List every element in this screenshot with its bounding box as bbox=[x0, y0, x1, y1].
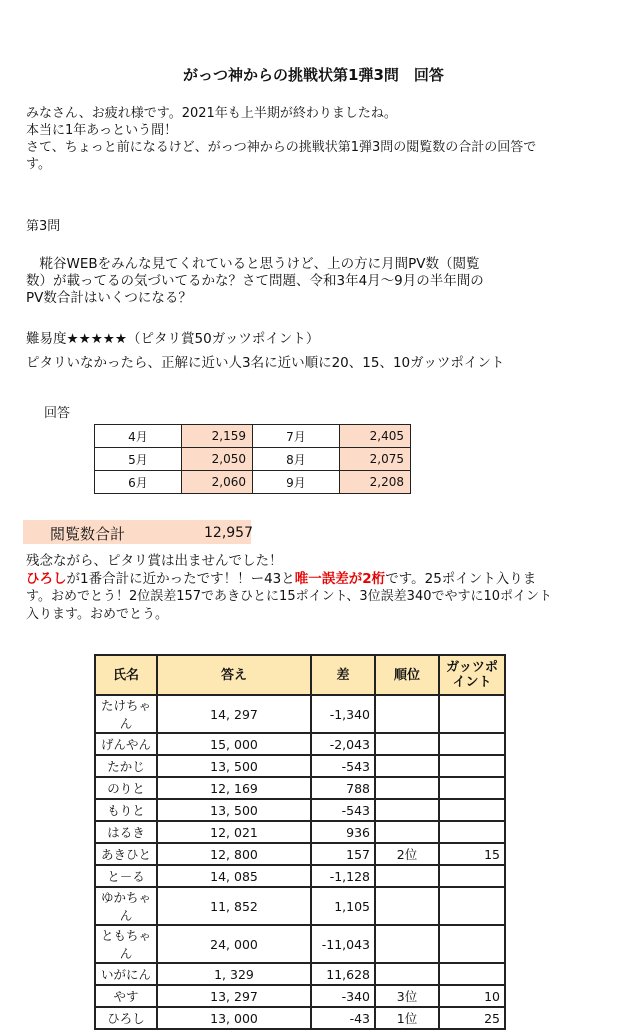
cell-answer: 13, 000 bbox=[157, 1007, 311, 1029]
cell-rank bbox=[375, 887, 439, 925]
table-row bbox=[95, 925, 505, 963]
cell-answer: 24, 000 bbox=[157, 925, 311, 963]
table-row bbox=[95, 887, 505, 925]
cell-diff: 157 bbox=[311, 843, 375, 865]
cell-rank bbox=[375, 733, 439, 755]
question-line: 数）が載ってるの気づいてるかな？さて問題、令和3年4月～9月の半年間の bbox=[26, 273, 484, 289]
cell-rank bbox=[375, 865, 439, 887]
cell-name: ひろし bbox=[95, 1007, 157, 1029]
cell-rank bbox=[375, 821, 439, 843]
result-line: す。おめでとう！2位誤差157であきひとに15ポイント、3位誤差340でやすに10ポイント bbox=[26, 589, 553, 604]
cell-diff: -543 bbox=[311, 799, 375, 821]
cell-rank bbox=[375, 695, 439, 733]
result-text: が1番合計に近かったです！！ー43と bbox=[66, 571, 295, 587]
question-line: 糀谷WEBをみんな見てくれていると思うけど、上の方に月間PV数（閲覧 bbox=[26, 256, 480, 272]
pv-cell: 2,050 bbox=[182, 448, 253, 471]
cell-diff: -543 bbox=[311, 755, 375, 777]
table-row bbox=[95, 448, 411, 471]
header-diff: 差 bbox=[311, 655, 375, 695]
question-heading: 第3問 bbox=[26, 219, 61, 234]
table-row bbox=[95, 821, 505, 843]
pv-cell: 2,208 bbox=[340, 471, 411, 494]
cell-answer: 15, 000 bbox=[157, 733, 311, 755]
cell-diff: -2,043 bbox=[311, 733, 375, 755]
cell-rank bbox=[375, 755, 439, 777]
cell-rank: 1位 bbox=[375, 1007, 439, 1029]
cell-answer: 1, 329 bbox=[157, 963, 311, 985]
cell-answer: 13, 500 bbox=[157, 755, 311, 777]
cell-name: はるき bbox=[95, 821, 157, 843]
cell-name: いがにん bbox=[95, 963, 157, 985]
cell-answer: 12, 800 bbox=[157, 843, 311, 865]
cell-points bbox=[439, 865, 505, 887]
cell-points bbox=[439, 963, 505, 985]
cell-diff: 788 bbox=[311, 777, 375, 799]
cell-diff: -43 bbox=[311, 1007, 375, 1029]
cell-name: たけちゃん bbox=[95, 695, 157, 733]
pv-cell: 2,060 bbox=[182, 471, 253, 494]
cell-name: のりと bbox=[95, 777, 157, 799]
cell-diff: 936 bbox=[311, 821, 375, 843]
table-row bbox=[95, 425, 411, 448]
month-cell: 6月 bbox=[95, 471, 182, 494]
table-row bbox=[95, 843, 505, 865]
cell-rank: 2位 bbox=[375, 843, 439, 865]
header-rank: 順位 bbox=[375, 655, 439, 695]
page-title: がっつ神からの挑戦状第1弾3問 回答 bbox=[183, 66, 444, 84]
cell-rank bbox=[375, 799, 439, 821]
cell-answer: 12, 021 bbox=[157, 821, 311, 843]
cell-answer: 13, 297 bbox=[157, 985, 311, 1007]
cell-points bbox=[439, 799, 505, 821]
table-row bbox=[95, 865, 505, 887]
cell-diff: -340 bbox=[311, 985, 375, 1007]
cell-answer: 14, 085 bbox=[157, 865, 311, 887]
cell-points bbox=[439, 695, 505, 733]
cell-answer: 14, 297 bbox=[157, 695, 311, 733]
cell-answer: 13, 500 bbox=[157, 799, 311, 821]
results-body bbox=[95, 695, 505, 1029]
cell-diff: 1,105 bbox=[311, 887, 375, 925]
table-row bbox=[95, 963, 505, 985]
table-row bbox=[95, 471, 411, 494]
month-cell: 5月 bbox=[95, 448, 182, 471]
cell-name: げんやん bbox=[95, 733, 157, 755]
cell-points bbox=[439, 733, 505, 755]
cell-rank bbox=[375, 925, 439, 963]
cell-rank bbox=[375, 963, 439, 985]
cell-name: ゆかちゃん bbox=[95, 887, 157, 925]
cell-name: たかじ bbox=[95, 755, 157, 777]
result-line: 入ります。おめでとう。 bbox=[26, 607, 168, 622]
result-line: 残念ながら、ピタリ賞は出ませんでした！ bbox=[26, 553, 283, 569]
winner-name: ひろし bbox=[26, 571, 67, 587]
header-points-line: イント bbox=[452, 675, 492, 690]
table-row bbox=[95, 985, 505, 1007]
cell-answer: 11, 852 bbox=[157, 887, 311, 925]
table-header-row bbox=[95, 655, 505, 695]
answer-label: 回答 bbox=[44, 406, 71, 421]
cell-points bbox=[439, 755, 505, 777]
pv-cell: 2,159 bbox=[182, 425, 253, 448]
pv-cell: 2,075 bbox=[340, 448, 411, 471]
cell-rank: 3位 bbox=[375, 985, 439, 1007]
header-points bbox=[439, 655, 505, 695]
month-cell: 7月 bbox=[253, 425, 340, 448]
total-label: 閲覧数合計 bbox=[50, 525, 126, 543]
intro-line: みなさん、お疲れ様です。2021年も上半期が終わりましたね。 bbox=[26, 106, 397, 121]
cell-name: もりと bbox=[95, 799, 157, 821]
month-cell: 8月 bbox=[253, 448, 340, 471]
table-row bbox=[95, 777, 505, 799]
pv-cell: 2,405 bbox=[340, 425, 411, 448]
table-row bbox=[95, 755, 505, 777]
cell-points bbox=[439, 887, 505, 925]
cell-name: と－る bbox=[95, 865, 157, 887]
table-row bbox=[95, 733, 505, 755]
monthly-pv-table bbox=[94, 424, 411, 494]
cell-diff: -1,340 bbox=[311, 695, 375, 733]
result-text: です。25ポイント入りま bbox=[385, 571, 537, 587]
total-value: 12,957 bbox=[204, 525, 253, 541]
cell-name: ともちゃん bbox=[95, 925, 157, 963]
cell-points bbox=[439, 821, 505, 843]
cell-points: 15 bbox=[439, 843, 505, 865]
intro-line: す。 bbox=[26, 157, 51, 172]
month-cell: 4月 bbox=[95, 425, 182, 448]
header-name: 氏名 bbox=[95, 655, 157, 695]
cell-points bbox=[439, 925, 505, 963]
header-points-line: ガッツポ bbox=[446, 660, 498, 675]
result-line bbox=[26, 571, 536, 587]
table-row bbox=[95, 799, 505, 821]
cell-points: 10 bbox=[439, 985, 505, 1007]
difficulty-text: 難易度★★★★★（ピタリ賞50ガッツポイント） bbox=[26, 331, 320, 347]
rule-text: ピタリいなかったら、正解に近い人3名に近い順に20、15、10ガッツポイント bbox=[26, 355, 505, 371]
question-line: PV数合計はいくつになる？ bbox=[26, 290, 192, 306]
month-cell: 9月 bbox=[253, 471, 340, 494]
cell-points: 25 bbox=[439, 1007, 505, 1029]
cell-diff: -11,043 bbox=[311, 925, 375, 963]
cell-diff: 11,628 bbox=[311, 963, 375, 985]
results-table bbox=[94, 654, 506, 1030]
cell-name: やす bbox=[95, 985, 157, 1007]
table-row bbox=[95, 695, 505, 733]
cell-name: あきひと bbox=[95, 843, 157, 865]
cell-rank bbox=[375, 777, 439, 799]
cell-diff: -1,128 bbox=[311, 865, 375, 887]
table-row bbox=[95, 1007, 505, 1029]
highlight-text: 唯一誤差が2桁 bbox=[294, 571, 386, 587]
intro-line: 本当に1年あっという間！ bbox=[26, 123, 178, 138]
cell-points bbox=[439, 777, 505, 799]
header-answer: 答え bbox=[157, 655, 311, 695]
cell-answer: 12, 169 bbox=[157, 777, 311, 799]
intro-line: さて、ちょっと前になるけど、がっつ神からの挑戦状第1弾3問の閲覧数の合計の回答で bbox=[26, 140, 537, 155]
